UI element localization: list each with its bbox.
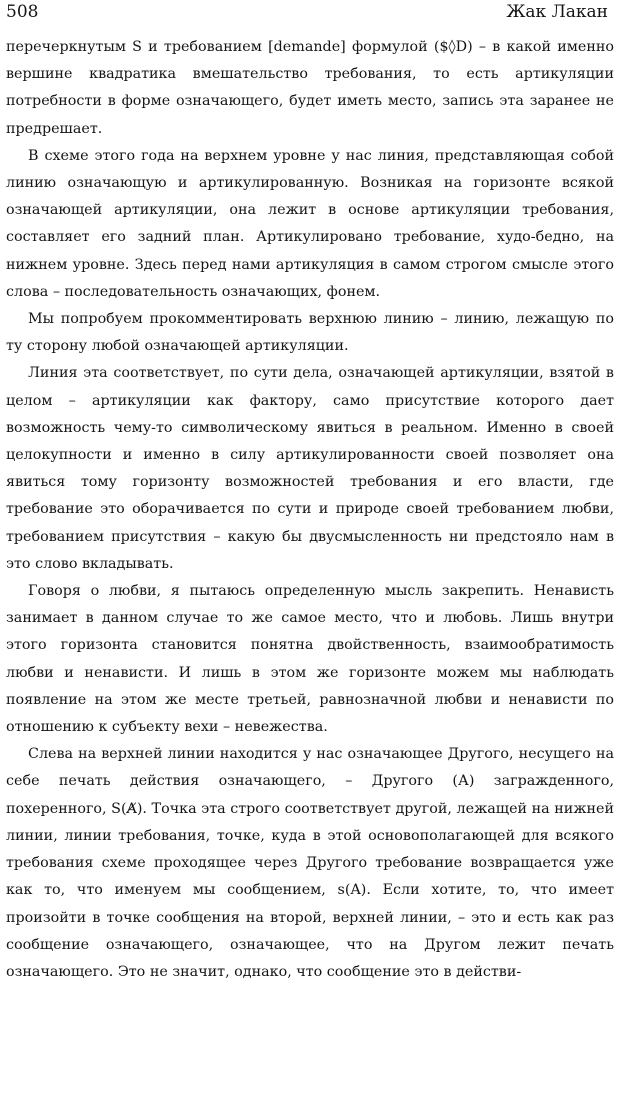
paragraph: Слева на верхней линии находится у нас означающее Другого, несущего на себе печать действия означающего, – Другого (А) загражденного, похеренного, S(A̸). Точка эта строго соответствует другой, лежащей на нижней линии, линии требования, точке, куда в этой основополагающей для всякого требования схеме проходящее через Другого требование возвращается уже как то, что именуем мы сообщением, s(A). Если хотите, то, что имеет произойти в точке сообщения на второй, верхней линии, – это и есть как раз сообщение означающего, означающее, что на Другом лежит печать означающего. Это не значит, однако, что сообщение это в действи- — [6, 746, 614, 980]
paragraph: Линия эта соответствует, по сути дела, означающей артикуляции, взятой в целом – артикуляции как фактору, само присутствие которого дает возможность чему-то символическому явиться в реальном. Именно в своей целокупности и именно в силу артикулированности своей позволяет она явиться тому горизонту возможностей требования и его власти, где требование это оборачивается по сути и природе своей требованием любви, требованием присутствия – какую бы двусмысленность ни предстояло нам в это слово вкладывать. — [6, 365, 614, 572]
page-number: 508 — [6, 2, 39, 22]
running-head: Жак Лакан — [506, 2, 608, 22]
paragraph: перечеркнутым S и требованием [demande] формулой ($◊D) – в какой именно вершине квадратика вмешательство требования, то есть артикуляции потребности в форме означающего, будет иметь место, запись эта заранее не предрешает. — [6, 39, 614, 137]
paragraph: Мы попробуем прокомментировать верхнюю линию – линию, лежащую по ту сторону любой означающей артикуляции. — [6, 311, 614, 355]
paragraph: Говоря о любви, я пытаюсь определенную мысль закрепить. Ненависть занимает в данном случае то же самое место, что и любовь. Лишь внутри этого горизонта становится понятна двойственность, взаимообратимость любви и ненависти. И лишь в этом же горизонте можем мы наблюдать появление на этом же месте третьей, равнозначной любви и ненависти по отношению к субъекту вехи – невежества. — [6, 583, 614, 736]
paragraph: В схеме этого года на верхнем уровне у нас линия, представляющая собой линию означающую и артикулированную. Возникая на горизонте всякой означающей артикуляции, она лежит в основе артикуляции требования, составляет его задний план. Артикулировано требование, худо-бедно, на нижнем уровне. Здесь перед нами артикуляция в самом строгом смысле этого слова – последовательность означающих, фонем. — [6, 147, 614, 300]
body-text — [6, 34, 614, 986]
page-header — [6, 0, 614, 34]
